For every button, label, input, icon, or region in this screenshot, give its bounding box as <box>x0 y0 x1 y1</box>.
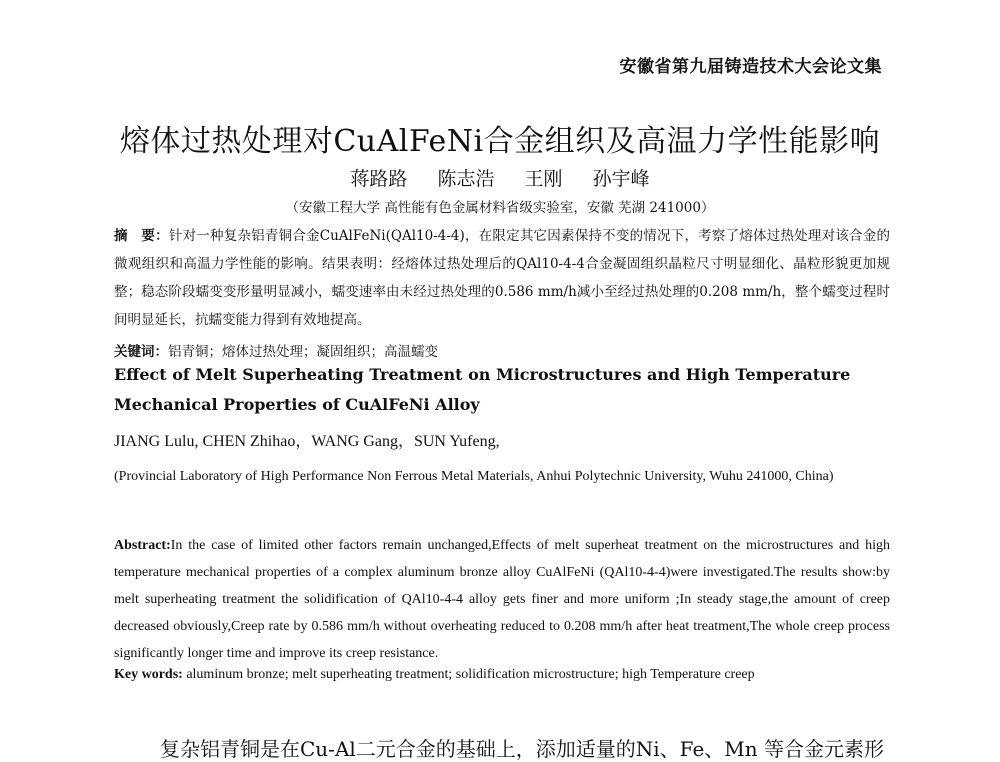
english-abstract-label: Abstract: <box>114 538 171 553</box>
abstract-label: 摘 要： <box>114 228 169 244</box>
english-abstract <box>114 532 890 667</box>
english-authors: JIANG Lulu, CHEN Zhihao，WANG Gang，SUN Yufeng, <box>114 433 500 450</box>
english-affiliation: (Provincial Laboratory of High Performance Non Ferrous Metal Materials, Anhui Polytechnic University, Wuhu 241000, China) <box>114 469 834 484</box>
english-keywords <box>114 667 755 683</box>
abstract-text: 针对一种复杂铝青铜合金CuAlFeNi(QAl10-4-4)，在限定其它因素保持不变的情况下，考察了熔体过热处理对该合金的微观组织和高温力学性能的影响。结果表明：经熔体过热处理后的QAl10-4-4合金凝固组织晶粒尺寸明显细化、晶粒形貌更加规整；稳态阶段蠕变变形量明显减小，蠕变速率由未经过热处理的0.586 mm/h减小至经过热处理的0.208 mm/h，整个蠕变过程时间明显延长，抗蠕变能力得到有效地提高。 <box>114 228 890 328</box>
body-first-line: 复杂铝青铜是在Cu-Al二元合金的基础上，添加适量的Ni、Fe、Mn 等合金元素形 <box>160 737 885 761</box>
running-header: 安徽省第九届铸造技术大会论文集 <box>619 57 882 77</box>
author: 王刚 <box>524 168 563 190</box>
author: 蒋路路 <box>350 168 408 190</box>
affiliation: （安徽工程大学 高性能有色金属材料省级实验室，安徽 芜湖 241000） <box>285 200 715 216</box>
chinese-keywords <box>114 340 438 360</box>
english-abstract-text: In the case of limited other factors remain unchanged,Effects of melt superheat treatment on the microstructures and high temperature mechanical properties of a complex aluminum bronze alloy CuAlFeNi (QAl10-4-4)were investigated.The results show:by melt superheating treatment the solidification of QAl10-4-4 alloy gets finer and more uniform ;In steady stage,the amount of creep decreased obviously,Creep rate by 0.586 mm/h without overheating reduced to 0.208 mm/h after heat treatment,The whole creep process significantly longer time and improve its creep resistance. <box>114 538 890 661</box>
english-title: Effect of Melt Superheating Treatment on Microstructures and High Temperature Mechanical Properties of CuAlFeNi Alloy <box>114 365 851 414</box>
english-keywords-label: Key words: <box>114 667 183 682</box>
keywords-text: 铝青铜；熔体过热处理；凝固组织；高温蠕变 <box>168 344 438 360</box>
keywords-label: 关键词： <box>114 344 168 360</box>
paper-title: 熔体过热处理对CuAlFeNi合金组织及高温力学性能影响 <box>119 124 881 159</box>
author-list <box>0 164 1000 191</box>
chinese-abstract <box>114 222 890 334</box>
author: 陈志浩 <box>437 168 495 190</box>
author: 孙宇峰 <box>592 168 650 190</box>
english-keywords-text: aluminum bronze; melt superheating treatment; solidification microstructure; high Temperature creep <box>182 667 755 682</box>
